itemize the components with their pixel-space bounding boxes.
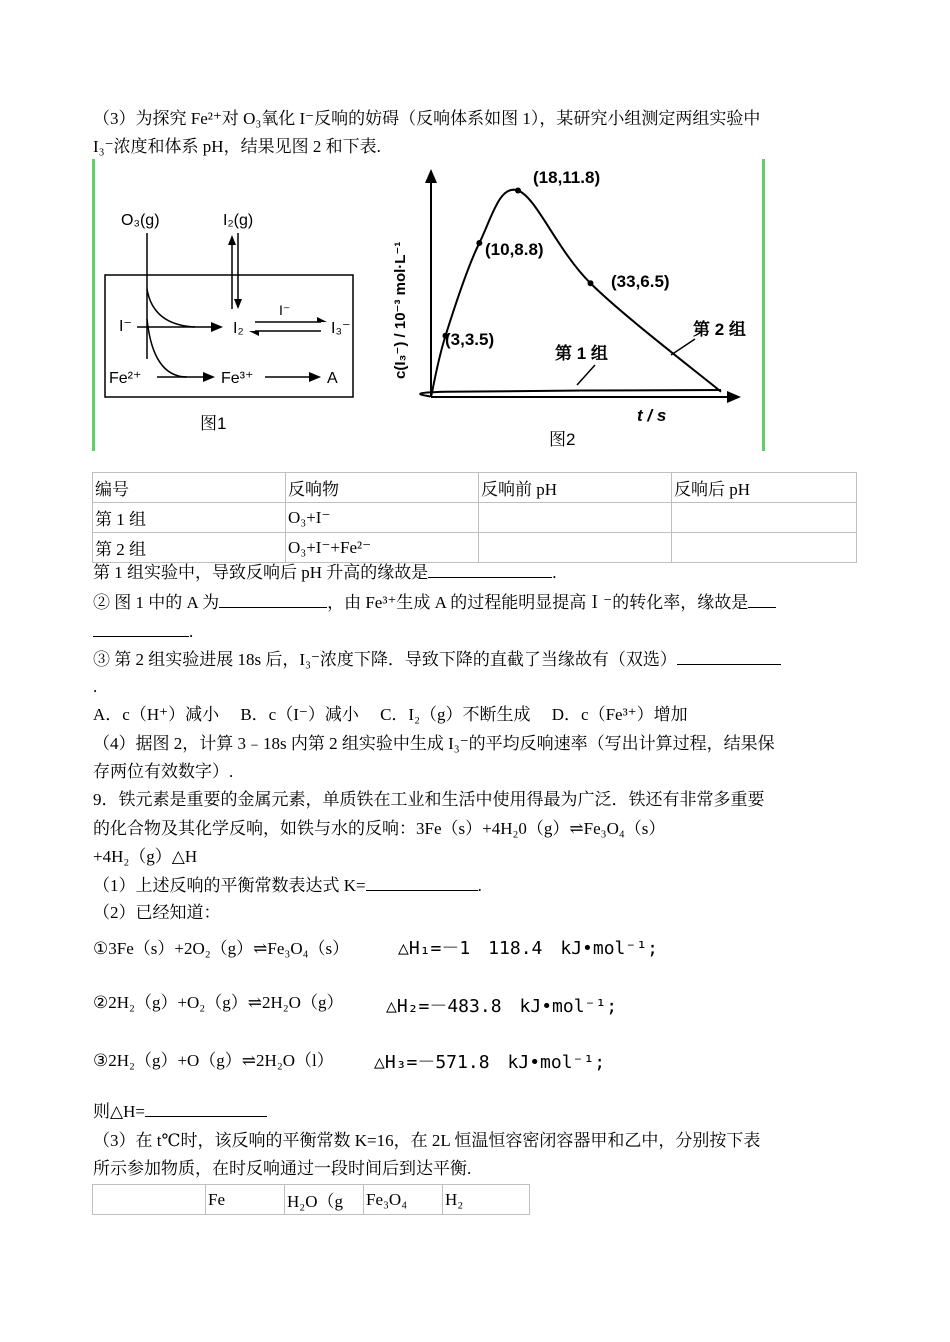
point-label-3: (3,3.5) — [445, 330, 495, 349]
series-1-curve — [420, 390, 721, 397]
iminus-label: I⁻ — [119, 318, 132, 335]
figure-2 — [392, 168, 746, 449]
figure-panel — [92, 159, 765, 451]
paragraph-4-line2: 存两位有效数字）. — [93, 762, 234, 781]
table-cell — [479, 503, 672, 533]
answer-blank — [145, 1100, 267, 1117]
data-point — [515, 188, 521, 194]
equation-3: ③2H₂（g）+O（g）⇌2H₂O（l） — [93, 1051, 334, 1070]
question-3-text: ③ 第 2 组实验进展 18s 后，I₃⁻浓度下降．导致下降的直截了当缘故有（双选） — [93, 650, 677, 669]
question-9-line1: 9．铁元素是重要的金属元素，单质铁在工业和生活中使用得最为广泛．铁还有非常多重要 — [93, 790, 765, 809]
table-cell: 第 2 组 — [93, 533, 286, 563]
table-header-row — [93, 473, 857, 503]
table-cell — [672, 533, 857, 563]
header-cell: 编号 — [93, 473, 286, 503]
answer-blank — [677, 648, 781, 665]
series-1-label: 第 1 组 — [555, 344, 608, 363]
figure-2-caption: 图2 — [549, 430, 576, 449]
delta-h2: △H₂=－483.8 kJ•mol⁻¹; — [386, 996, 618, 1017]
delta-h3: △H₃=－571.8 kJ•mol⁻¹; — [374, 1052, 606, 1073]
results-table — [92, 472, 857, 563]
table-header-row — [93, 1185, 530, 1215]
data-point — [476, 240, 482, 246]
header-cell: H₂ — [443, 1185, 530, 1215]
equation-1: ①3Fe（s）+2O₂（g）⇌Fe₃O₄（s） — [93, 939, 350, 958]
question-1-text: 第 1 组实验中，导致反响后 pH 升高的缘故是 — [93, 563, 429, 582]
i3-label: I₃⁻ — [331, 320, 351, 337]
point-label-10: (10,8.8) — [485, 240, 544, 259]
y-axis-label: c(I₃⁻) / 10⁻³ mol·L⁻¹ — [392, 241, 409, 379]
table-cell — [479, 533, 672, 563]
answer-blank — [93, 620, 189, 637]
question-9-3-line2: 所示参加物质，在时反响通过一段时间后到达平衡. — [93, 1159, 472, 1178]
header-cell — [93, 1185, 206, 1215]
table-cell: O₃+I⁻ — [286, 503, 479, 533]
answer-blank — [219, 591, 327, 608]
question-2-continuation — [93, 620, 193, 643]
delta-h1: △H₁=－1 118.4 kJ•mol⁻¹; — [398, 938, 658, 959]
a-label: A — [327, 370, 338, 387]
figure-1-caption: 图1 — [200, 414, 227, 433]
question-3-dot: . — [93, 677, 98, 696]
header-cell: H₂O（g — [285, 1185, 364, 1215]
data-points — [443, 188, 594, 339]
i2-label: I₂ — [233, 320, 244, 337]
question-9-line3: +4H₂（g）△H — [93, 847, 198, 866]
table-row — [93, 503, 857, 533]
question-3-line — [93, 648, 781, 671]
options-line: A．c（H⁺）减小 B．c（I⁻）减小 C．I₂（g）不断生成 D．c（Fe³⁺）增加 — [93, 705, 688, 724]
question-9-1-text: （1）上述反响的平衡常数表达式 K= — [93, 876, 366, 895]
table-cell: O₃+I⁻+Fe²⁻ — [286, 533, 479, 563]
question-9-1-line — [93, 874, 482, 897]
series-2-label: 第 2 组 — [693, 320, 746, 339]
header-cell: 反响后 pH — [672, 473, 857, 503]
header-cell: 反响前 pH — [479, 473, 672, 503]
table-cell: 第 1 组 — [93, 503, 286, 533]
question-9-3-line1: （3）在 t℃时，该反响的平衡常数 K=16，在 2L 恒温恒容密闭容器甲和乙中，分别按下表 — [93, 1131, 761, 1150]
equation-2: ②2H₂（g）+O₂（g）⇌2H₂O（g） — [93, 993, 344, 1012]
question-2b-text: ，由 Fe³⁺生成 A 的过程能明显提高Ｉ⁻的转化率，缘故是 — [327, 593, 749, 612]
period: . — [189, 622, 194, 641]
question-9-line2: 的化合物及其化学反响，如铁与水的反响：3Fe（s）+4H₂0（g）⇌Fe₃O₄（s） — [93, 819, 666, 838]
then-text: 则△H= — [93, 1102, 145, 1121]
data-point — [588, 280, 594, 286]
figures-svg — [95, 159, 762, 451]
answer-blank — [748, 591, 776, 608]
question-1-line — [93, 561, 557, 584]
fe2-label: Fe²⁺ — [109, 370, 142, 387]
header-cell: 反响物 — [286, 473, 479, 503]
fe3-label: Fe³⁺ — [221, 370, 254, 387]
question-9-2-line: （2）已经知道： — [93, 903, 221, 922]
header-cell: Fe₃O₄ — [364, 1185, 443, 1215]
materials-table — [92, 1184, 530, 1215]
point-label-33: (33,6.5) — [611, 272, 670, 291]
i2g-label: I₂(g) — [223, 212, 254, 229]
paragraph-4-line1: （4）据图 2，计算 3﹣18s 内第 2 组实验中生成 I₃⁻的平均反响速率（写出计算过程，结果保 — [93, 734, 775, 753]
paragraph-3-line2: I₃⁻浓度和体系 pH，结果见图 2 和下表. — [93, 137, 381, 156]
table-cell — [672, 503, 857, 533]
question-2-line — [93, 591, 776, 614]
period: . — [552, 563, 557, 582]
then-delta-h-line — [93, 1100, 267, 1123]
paragraph-3-line1: （3）为探究 Fe²⁺对 O₃氧化 I⁻反响的妨碍（反响体系如图 1），某研究小组测定两组实验中 — [93, 109, 761, 128]
x-axis-label: t / s — [637, 406, 667, 425]
answer-blank — [366, 874, 478, 891]
iminus-top-label: I⁻ — [279, 302, 291, 318]
point-label-18: (18,11.8) — [533, 168, 601, 187]
series-2-curve — [431, 190, 721, 397]
period: . — [477, 876, 482, 895]
question-2a-text: ② 图 1 中的 A 为 — [93, 593, 220, 612]
o3-label: O₃(g) — [121, 212, 160, 229]
table-row — [93, 533, 857, 563]
figure-1 — [105, 212, 353, 433]
header-cell: Fe — [206, 1185, 285, 1215]
answer-blank — [428, 561, 552, 578]
